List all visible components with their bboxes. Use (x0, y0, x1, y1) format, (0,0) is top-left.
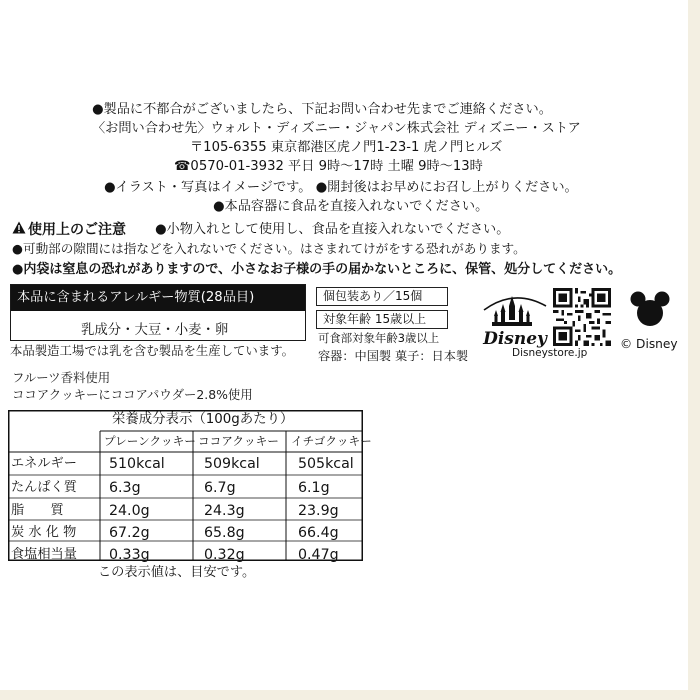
nutrition-table (8, 410, 372, 563)
cell-carbohydrate-cocoa: 65.8g (204, 525, 245, 541)
row-label-salt: 食塩相当量 (11, 547, 77, 562)
allergy-title: 本品に含まれるアレルギー物質(28品目) (11, 285, 305, 311)
caution-heading (12, 221, 126, 237)
flavor-note-1: フルーツ香料使用 (12, 370, 111, 385)
cell-fat-plain: 24.0g (109, 503, 150, 519)
column-header-cocoa: ココアクッキー (198, 434, 279, 448)
cell-protein-strawberry: 6.1g (298, 480, 330, 496)
cell-energy-strawberry: 505kcal (298, 456, 354, 472)
nutrition-footnote: この表示値は、目安です。 (98, 565, 256, 580)
row-label-energy: エネルギー (11, 456, 77, 471)
cell-protein-plain: 6.3g (109, 480, 141, 496)
target-age-tag: 対象年齢 15歳以上 (316, 310, 448, 329)
pack-count-tag: 個包装あり／15個 (316, 287, 448, 306)
cell-carbohydrate-plain: 67.2g (109, 525, 150, 541)
cell-salt-plain: 0.33g (109, 547, 150, 563)
cell-energy-cocoa: 509kcal (204, 456, 260, 472)
caution-title: 使用上のご注意 (28, 222, 126, 238)
disney-logo-text: Disney (483, 329, 547, 348)
column-header-plain: プレーンクッキー (104, 434, 196, 448)
row-label-protein: たんぱく質 (11, 480, 77, 495)
caution-line-3: ●内袋は窒息の恐れがありますので、小さなお子様の手の届かないところに、保管、処分してください。 (12, 262, 622, 277)
row-label-fat: 脂 質 (11, 503, 64, 518)
warning-icon (12, 221, 26, 237)
cell-carbohydrate-strawberry: 66.4g (298, 525, 339, 541)
row-label-carbohydrate: 炭 水 化 物 (11, 525, 77, 540)
contact-line-1: ●製品に不都合がございましたら、下記お問い合わせ先までご連絡ください。 (92, 102, 552, 117)
column-header-strawberry: イチゴクッキー (291, 434, 372, 448)
qr-code[interactable] (553, 288, 611, 346)
store-url[interactable]: Disneystore.jp (512, 347, 588, 359)
allergy-box (10, 284, 306, 341)
caution-line-1: ●小物入れとして使用し、食品を直接入れないでください。 (155, 222, 510, 237)
cell-energy-plain: 510kcal (109, 456, 165, 472)
contact-phone: ☎0570-01-3932 平日 9時〜17時 土曜 9時〜13時 (174, 159, 483, 174)
cell-salt-cocoa: 0.32g (204, 547, 245, 563)
edible-age-note: 可食部対象年齢3歳以上 (318, 331, 440, 345)
cell-fat-strawberry: 23.9g (298, 503, 339, 519)
cell-fat-cocoa: 24.3g (204, 503, 245, 519)
disney-castle-logo (476, 292, 554, 348)
flavor-note-2: ココアクッキーにココアパウダー2.8%使用 (12, 387, 253, 402)
nutrition-title: 栄養成分表示（100gあたり） (112, 412, 294, 427)
origin-note: 容器：中国製 菓子：日本製 (318, 349, 469, 363)
allergy-items: 乳成分・大豆・小麦・卵 (81, 323, 229, 338)
factory-note: 本品製造工場では乳を含む製品を生産しています。 (10, 343, 294, 358)
cell-salt-strawberry: 0.47g (298, 547, 339, 563)
mickey-icon (630, 290, 670, 328)
caution-line-2: ●可動部の隙間には指などを入れないでください。はさまれてけがをする恐れがあります。 (12, 241, 526, 256)
notes-line-2: ●本品容器に食品を直接入れないでください。 (213, 199, 489, 214)
notes-line-1: ●イラスト・写真はイメージです。 ●開封後はお早めにお召し上がりください。 (104, 180, 578, 195)
contact-line-2: 〈お問い合わせ先〉ウォルト・ディズニー・ジャパン株式会社 ディズニー・ストア (92, 121, 581, 136)
copyright: © Disney (620, 337, 678, 351)
cell-protein-cocoa: 6.7g (204, 480, 236, 496)
contact-address: 〒105-6355 東京都港区虎ノ門1-23-1 虎ノ門ヒルズ (190, 140, 503, 155)
